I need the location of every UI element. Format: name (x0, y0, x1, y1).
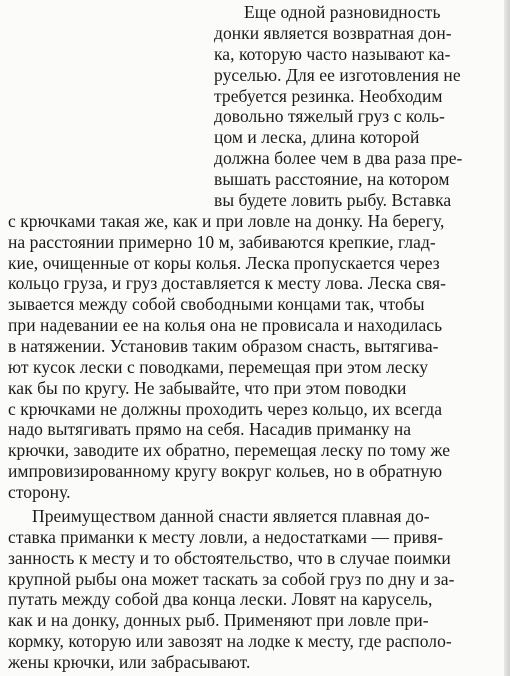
text-line: вышать расстояние, на котором (214, 169, 450, 189)
text-line: с крючками не должны проходить через кольцо, их всегда (8, 398, 443, 419)
text-line: кие, очищенные от коры колья. Леска пропускается через (8, 252, 440, 273)
text-line: на расстоянии примерно 10 м, забиваются крепкие, глад- (8, 231, 436, 252)
text-line: надо вытягивать прямо на себя. Насадив приманку на (8, 419, 412, 440)
text-line: с крючками такая же, как и при ловле на донку. На берегу, (8, 210, 445, 231)
text-line: ка, которую часто называют ка- (214, 43, 451, 64)
text-line: требуется резинка. Необходим (214, 85, 443, 106)
text-line: занность к месту и то обстоятельство, что в случае поимки (8, 547, 451, 568)
text-line: Преимуществом данной снасти является плавная до- (32, 505, 430, 526)
text-line: крючки, заводите их обратно, перемещая леску по тому же (8, 440, 451, 461)
text-line: руселью. Для ее изготовления не (214, 64, 461, 85)
page-edge-shadow (504, 0, 510, 676)
text-line: должна более чем в два раза пре- (214, 148, 463, 169)
text-line: сторону. (8, 482, 71, 502)
text-line: крупной рыбы она может таскать за собой груз по дну и за- (8, 568, 455, 589)
text-line: ют кусок лески с поводками, перемещая при этом леску (8, 356, 429, 377)
text-line: импровизированному кругу вокруг кольев, но в обратную (8, 461, 443, 482)
text-line: ставка приманки к месту ловли, а недостатками — привя- (8, 526, 444, 547)
text-line: путать между собой два конца лески. Ловят на карусель, (8, 589, 433, 610)
text-line: как и на донку, донных рыб. Применяют при ловле при- (8, 610, 429, 631)
text-line: кормку, которую или завозят на лодке к месту, где располо- (8, 631, 452, 652)
text-line: цом и леска, длина которой (214, 127, 420, 148)
text-line: донки является возвратная дон- (214, 22, 452, 43)
text-line: Еще одной разновидность (244, 2, 441, 22)
text-line: кольцо груза, и груз доставляется к месту лова. Леска свя- (8, 273, 446, 294)
text-line: довольно тяжелый груз с коль- (214, 106, 445, 127)
text-line: жены крючки, или забрасывают. (8, 652, 251, 672)
text-line: при надевании ее на колья она не провисала и находилась (8, 315, 443, 336)
text-line: зывается между собой свободными концами так, чтобы (8, 294, 425, 315)
text-line: как бы по кругу. Не забывайте, что при этом поводки (8, 377, 407, 398)
text-line: вы будете ловить рыбу. Вставка (214, 189, 452, 210)
text-line: в натяжении. Установив таким образом снасть, вытягива- (8, 335, 439, 356)
